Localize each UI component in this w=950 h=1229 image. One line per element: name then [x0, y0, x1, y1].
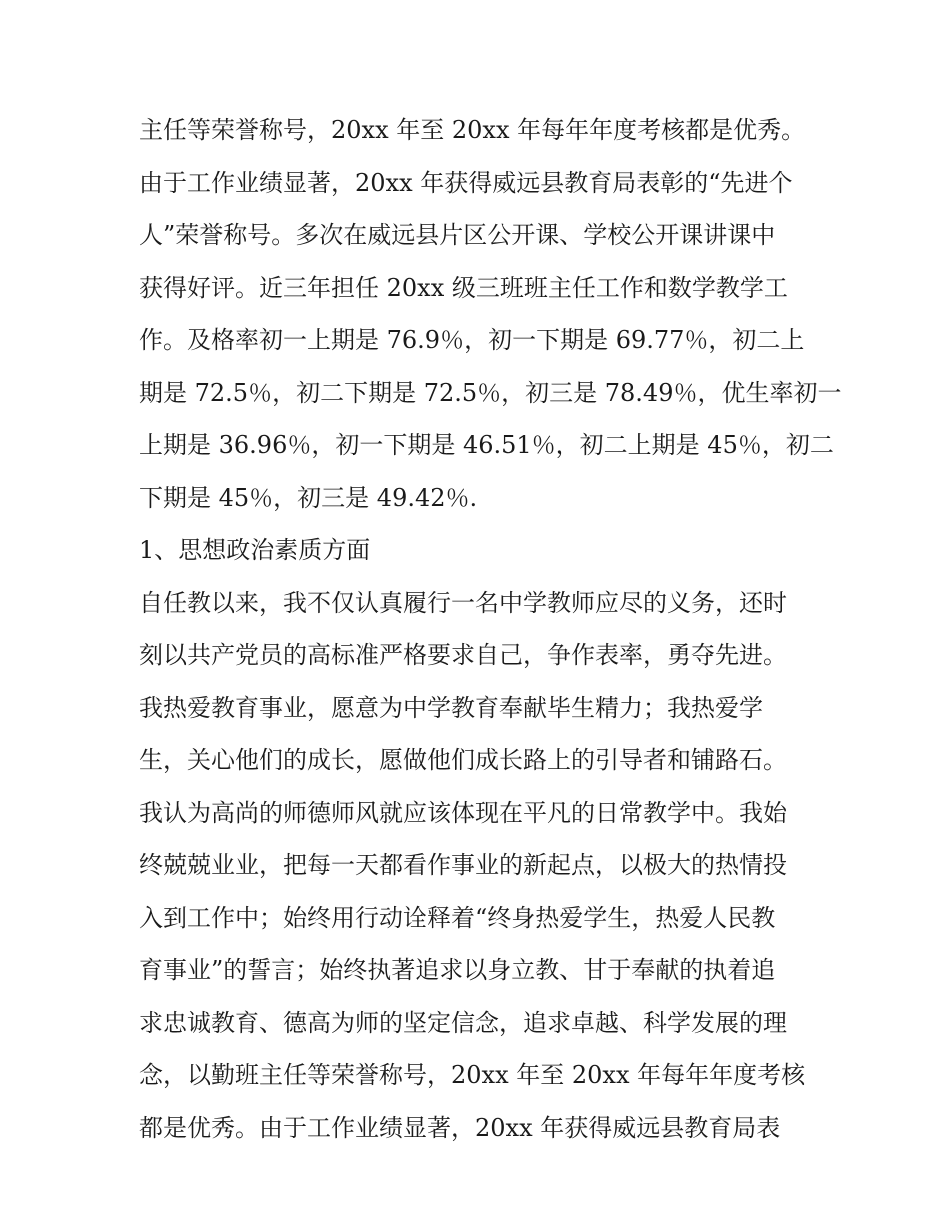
text-line: 获得好评。近三年担任 20xx 级三班班主任工作和数学教学工	[139, 273, 788, 302]
text-line: 作。及格率初一上期是 76.9％，初一下期是 69.77％，初二上	[139, 326, 805, 354]
text-line: 都是优秀。由于工作业绩显著，20xx 年获得威远县教育局表	[139, 1113, 781, 1142]
text-line: 生，关心他们的成长，愿做他们成长路上的引导者和铺路石。	[139, 746, 787, 774]
text-line: 我热爱教育事业，愿意为中学教育奉献毕生精力；我热爱学	[139, 693, 763, 722]
text-line: 下期是 45％，初三是 49.42％.	[139, 483, 478, 512]
text-line: 育事业”的誓言；始终执著追求以身立教、甘于奉献的执着追	[139, 956, 776, 984]
text-line: 人”荣誉称号。多次在威远县片区公开课、学校公开课讲课中	[139, 221, 776, 249]
text-line: 念，以勤班主任等荣誉称号，20xx 年至 20xx 年每年年度考核	[139, 1061, 806, 1089]
text-line: 期是 72.5％，初二下期是 72.5％，初三是 78.49％，优生率初一	[139, 378, 842, 407]
body-text	[139, 104, 842, 1154]
text-line: 入到工作中；始终用行动诠释着“终身热爱学生，热爱人民教	[139, 903, 776, 932]
text-line: 刻以共产党员的高标准严格要求自己，争作表率，勇夺先进。	[139, 641, 787, 669]
section-heading: 1、思想政治素质方面	[139, 536, 371, 564]
text-line: 自任教以来，我不仅认真履行一名中学教师应尽的义务，还时	[139, 588, 787, 617]
text-line: 上期是 36.96％，初一下期是 46.51％，初二上期是 45％，初二	[139, 431, 834, 459]
text-line: 主任等荣誉称号，20xx 年至 20xx 年每年年度考核都是优秀。	[139, 116, 806, 144]
text-line: 我认为高尚的师德师风就应该体现在平凡的日常教学中。我始	[139, 798, 787, 827]
text-line: 由于工作业绩显著，20xx 年获得威远县教育局表彰的“先进个	[139, 168, 793, 197]
text-line: 终兢兢业业，把每一天都看作事业的新起点，以极大的热情投	[139, 851, 787, 879]
text-line: 求忠诚教育、德高为师的坚定信念，追求卓越、科学发展的理	[139, 1008, 787, 1037]
